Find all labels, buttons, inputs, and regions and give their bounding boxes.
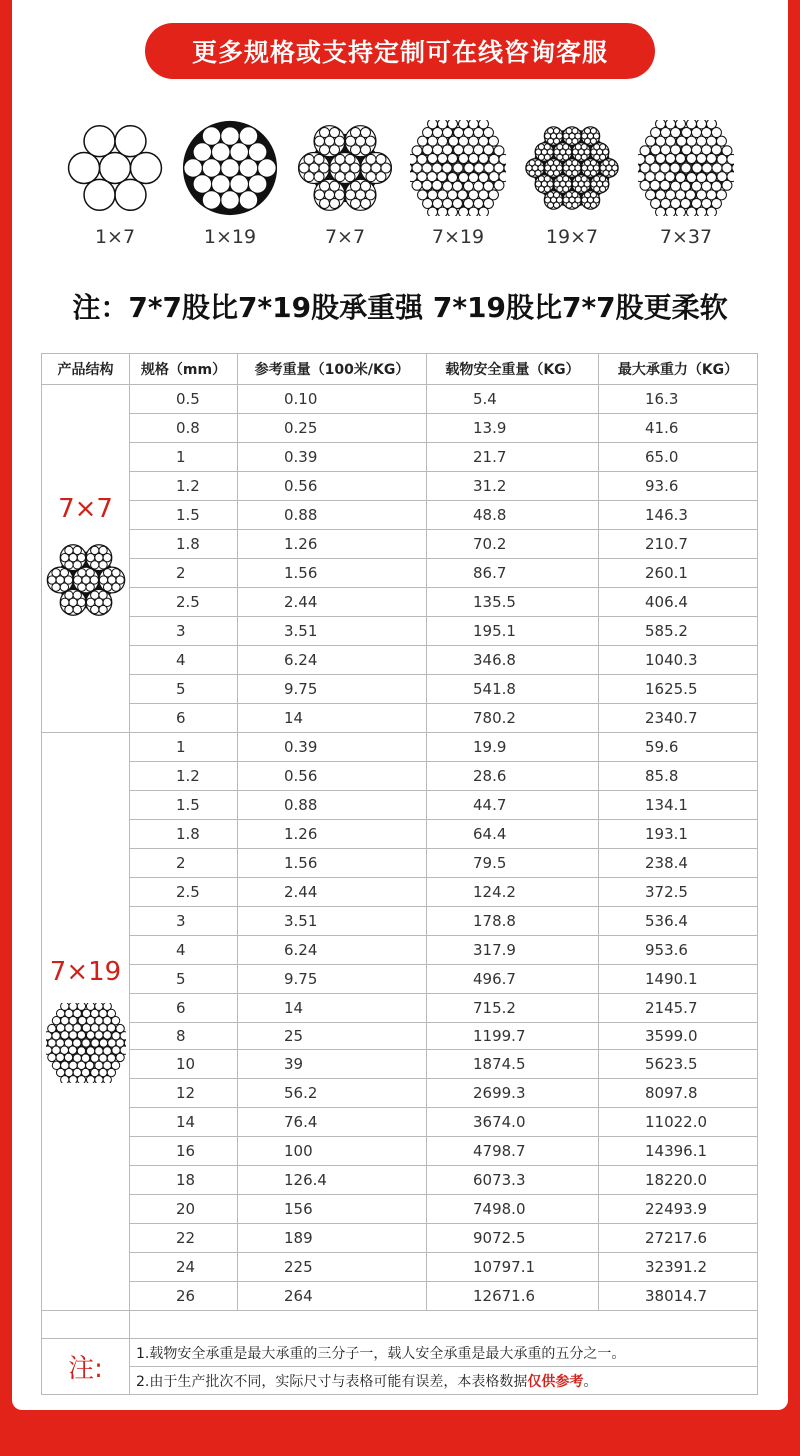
structure-group-cell — [42, 733, 130, 1311]
weight-cell: 0.10 — [238, 385, 427, 414]
max-load-cell: 3599.0 — [599, 1023, 758, 1050]
max-load-cell: 38014.7 — [599, 1282, 758, 1311]
max-load-cell: 18220.0 — [599, 1166, 758, 1195]
max-load-cell: 65.0 — [599, 443, 758, 472]
rope-7x19-icon — [403, 120, 513, 216]
spec-cell: 3 — [130, 617, 238, 646]
rope-structure-label: 1×7 — [94, 226, 136, 248]
table-row — [42, 820, 758, 849]
rope-structure-label: 7×7 — [324, 226, 366, 248]
spec-cell: 1.5 — [130, 501, 238, 530]
spec-cell: 4 — [130, 646, 238, 675]
weight-cell: 0.88 — [238, 501, 427, 530]
table-row — [42, 501, 758, 530]
safe-load-cell: 5.4 — [427, 385, 599, 414]
spec-cell: 10 — [130, 1050, 238, 1079]
max-load-cell: 193.1 — [599, 820, 758, 849]
safe-load-cell: 12671.6 — [427, 1282, 599, 1311]
weight-cell: 100 — [238, 1137, 427, 1166]
safe-load-cell: 48.8 — [427, 501, 599, 530]
spec-cell: 3 — [130, 907, 238, 936]
table-row — [42, 994, 758, 1023]
spec-cell: 20 — [130, 1195, 238, 1224]
rope-structure-item — [631, 120, 741, 248]
note-body: 2.由于生产批次不同，实际尺寸与表格可能有误差，本表格数据 — [136, 1373, 528, 1390]
safe-load-cell: 31.2 — [427, 472, 599, 501]
table-row — [42, 1079, 758, 1108]
safe-load-cell: 1199.7 — [427, 1023, 599, 1050]
spec-cell: 26 — [130, 1282, 238, 1311]
table-row — [42, 414, 758, 443]
safe-load-cell: 178.8 — [427, 907, 599, 936]
table-row — [42, 936, 758, 965]
max-load-cell: 953.6 — [599, 936, 758, 965]
max-load-cell: 536.4 — [599, 907, 758, 936]
table-row — [42, 646, 758, 675]
max-load-cell: 5623.5 — [599, 1050, 758, 1079]
rope-1x7-icon — [60, 120, 170, 216]
spec-cell: 2.5 — [130, 588, 238, 617]
header-weight: 参考重量（100米/KG） — [238, 354, 427, 385]
max-load-cell: 41.6 — [599, 414, 758, 443]
max-load-cell: 16.3 — [599, 385, 758, 414]
max-load-cell: 11022.0 — [599, 1108, 758, 1137]
rope-19x7-icon — [517, 120, 627, 216]
weight-cell: 3.51 — [238, 617, 427, 646]
max-load-cell: 27217.6 — [599, 1224, 758, 1253]
table-row — [42, 617, 758, 646]
rope-7x37-icon — [631, 120, 741, 216]
spec-cell: 1.8 — [130, 820, 238, 849]
rope-structure-label: 1×19 — [203, 226, 257, 248]
max-load-cell: 2145.7 — [599, 994, 758, 1023]
weight-cell: 2.44 — [238, 588, 427, 617]
rope-1x19-icon — [175, 120, 285, 216]
spacer-cell — [42, 1311, 130, 1339]
rope-structure-item — [175, 120, 285, 248]
table-row — [42, 443, 758, 472]
spacer-cell — [130, 1311, 758, 1339]
max-load-cell: 146.3 — [599, 501, 758, 530]
safe-load-cell: 86.7 — [427, 559, 599, 588]
rope-structure-label: 19×7 — [545, 226, 599, 248]
spec-cell: 18 — [130, 1166, 238, 1195]
weight-cell: 189 — [238, 1224, 427, 1253]
note-end: 。 — [583, 1373, 598, 1390]
table-row — [42, 849, 758, 878]
weight-cell: 2.44 — [238, 878, 427, 907]
notes-row — [42, 1339, 758, 1367]
safe-load-cell: 64.4 — [427, 820, 599, 849]
spec-cell: 5 — [130, 965, 238, 994]
spec-cell: 8 — [130, 1023, 238, 1050]
max-load-cell: 260.1 — [599, 559, 758, 588]
spec-cell: 12 — [130, 1079, 238, 1108]
max-load-cell: 32391.2 — [599, 1253, 758, 1282]
max-load-cell: 59.6 — [599, 733, 758, 762]
table-row — [42, 733, 758, 762]
max-load-cell: 1625.5 — [599, 675, 758, 704]
max-load-cell: 134.1 — [599, 791, 758, 820]
weight-cell: 1.26 — [238, 820, 427, 849]
weight-cell: 0.88 — [238, 791, 427, 820]
safe-load-cell: 1874.5 — [427, 1050, 599, 1079]
rope-structure-label: 7×37 — [659, 226, 713, 248]
rope-structure-item — [403, 120, 513, 248]
table-row — [42, 1137, 758, 1166]
table-row — [42, 965, 758, 994]
header-safe-load: 载物安全重量（KG） — [427, 354, 599, 385]
safe-load-cell: 70.2 — [427, 530, 599, 559]
weight-cell: 0.25 — [238, 414, 427, 443]
spec-cell: 6 — [130, 994, 238, 1023]
weight-cell: 6.24 — [238, 936, 427, 965]
structure-group-title: 7×7 — [58, 493, 113, 524]
safe-load-cell: 7498.0 — [427, 1195, 599, 1224]
spec-cell: 2.5 — [130, 878, 238, 907]
rope-7x7-icon — [290, 120, 400, 216]
weight-cell: 1.26 — [238, 530, 427, 559]
weight-cell: 56.2 — [238, 1079, 427, 1108]
safe-load-cell: 715.2 — [427, 994, 599, 1023]
note-body: 1.载物安全承重是最大承重的三分子一，载人安全承重是最大承重的五分之一。 — [136, 1345, 626, 1362]
max-load-cell: 585.2 — [599, 617, 758, 646]
table-spacer-row — [42, 1311, 758, 1339]
weight-cell: 6.24 — [238, 646, 427, 675]
note-text — [130, 1339, 758, 1367]
table-row — [42, 559, 758, 588]
table-row — [42, 907, 758, 936]
table-row — [42, 704, 758, 733]
spec-cell: 14 — [130, 1108, 238, 1137]
spec-table — [41, 353, 758, 1395]
weight-cell: 3.51 — [238, 907, 427, 936]
rope-structure-item — [517, 120, 627, 248]
safe-load-cell: 21.7 — [427, 443, 599, 472]
structure-group-cell — [42, 385, 130, 733]
safe-load-cell: 346.8 — [427, 646, 599, 675]
spec-cell: 5 — [130, 675, 238, 704]
safe-load-cell: 10797.1 — [427, 1253, 599, 1282]
max-load-cell: 1490.1 — [599, 965, 758, 994]
weight-cell: 39 — [238, 1050, 427, 1079]
spec-cell: 0.5 — [130, 385, 238, 414]
spec-cell: 22 — [130, 1224, 238, 1253]
table-row — [42, 878, 758, 907]
table-row — [42, 472, 758, 501]
table-row — [42, 1166, 758, 1195]
weight-cell: 156 — [238, 1195, 427, 1224]
table-row — [42, 1195, 758, 1224]
rope-7x7-icon — [42, 540, 129, 624]
spec-cell: 16 — [130, 1137, 238, 1166]
max-load-cell: 238.4 — [599, 849, 758, 878]
weight-cell: 76.4 — [238, 1108, 427, 1137]
weight-cell: 225 — [238, 1253, 427, 1282]
customization-banner: 更多规格或支持定制可在线咨询客服 — [145, 23, 655, 79]
safe-load-cell: 13.9 — [427, 414, 599, 443]
safe-load-cell: 19.9 — [427, 733, 599, 762]
weight-cell: 0.39 — [238, 733, 427, 762]
spec-cell: 1.2 — [130, 762, 238, 791]
spec-cell: 24 — [130, 1253, 238, 1282]
weight-cell: 9.75 — [238, 965, 427, 994]
weight-cell: 0.56 — [238, 472, 427, 501]
weight-cell: 25 — [238, 1023, 427, 1050]
rope-structure-label: 7×19 — [431, 226, 485, 248]
max-load-cell: 372.5 — [599, 878, 758, 907]
safe-load-cell: 9072.5 — [427, 1224, 599, 1253]
max-load-cell: 2340.7 — [599, 704, 758, 733]
spec-cell: 1.8 — [130, 530, 238, 559]
structure-group-title: 7×19 — [49, 956, 122, 987]
spec-cell: 2 — [130, 559, 238, 588]
rope-structure-item — [290, 120, 400, 248]
safe-load-cell: 2699.3 — [427, 1079, 599, 1108]
table-row — [42, 1023, 758, 1050]
max-load-cell: 22493.9 — [599, 1195, 758, 1224]
spec-cell: 1 — [130, 733, 238, 762]
header-spec: 规格（mm） — [130, 354, 238, 385]
table-row — [42, 588, 758, 617]
notes-label: 注: — [42, 1339, 130, 1395]
max-load-cell: 1040.3 — [599, 646, 758, 675]
weight-cell: 14 — [238, 994, 427, 1023]
weight-cell: 1.56 — [238, 559, 427, 588]
table-row — [42, 1108, 758, 1137]
header-max-load: 最大承重力（KG） — [599, 354, 758, 385]
weight-cell: 1.56 — [238, 849, 427, 878]
notes-row — [42, 1367, 758, 1395]
table-row — [42, 791, 758, 820]
spec-cell: 1 — [130, 443, 238, 472]
safe-load-cell: 3674.0 — [427, 1108, 599, 1137]
comparison-note: 注：7*7股比7*19股承重强 7*19股比7*7股更柔软 — [72, 291, 728, 324]
weight-cell: 0.39 — [238, 443, 427, 472]
spec-cell: 4 — [130, 936, 238, 965]
weight-cell: 9.75 — [238, 675, 427, 704]
weight-cell: 0.56 — [238, 762, 427, 791]
table-row — [42, 1253, 758, 1282]
safe-load-cell: 4798.7 — [427, 1137, 599, 1166]
table-row — [42, 675, 758, 704]
max-load-cell: 210.7 — [599, 530, 758, 559]
max-load-cell: 8097.8 — [599, 1079, 758, 1108]
spec-cell: 6 — [130, 704, 238, 733]
rope-structure-item — [60, 120, 170, 248]
safe-load-cell: 780.2 — [427, 704, 599, 733]
spec-cell: 0.8 — [130, 414, 238, 443]
safe-load-cell: 135.5 — [427, 588, 599, 617]
max-load-cell: 85.8 — [599, 762, 758, 791]
safe-load-cell: 28.6 — [427, 762, 599, 791]
max-load-cell: 93.6 — [599, 472, 758, 501]
weight-cell: 14 — [238, 704, 427, 733]
weight-cell: 264 — [238, 1282, 427, 1311]
safe-load-cell: 541.8 — [427, 675, 599, 704]
header-structure: 产品结构 — [42, 354, 130, 385]
safe-load-cell: 44.7 — [427, 791, 599, 820]
table-row — [42, 530, 758, 559]
table-header-row — [42, 354, 758, 385]
note-highlight: 仅供参考 — [527, 1373, 584, 1390]
safe-load-cell: 195.1 — [427, 617, 599, 646]
safe-load-cell: 6073.3 — [427, 1166, 599, 1195]
max-load-cell: 406.4 — [599, 588, 758, 617]
table-row — [42, 762, 758, 791]
table-row — [42, 1224, 758, 1253]
table-row — [42, 1282, 758, 1311]
rope-7x19-icon — [42, 1003, 129, 1087]
safe-load-cell: 124.2 — [427, 878, 599, 907]
safe-load-cell: 79.5 — [427, 849, 599, 878]
max-load-cell: 14396.1 — [599, 1137, 758, 1166]
table-row — [42, 385, 758, 414]
safe-load-cell: 317.9 — [427, 936, 599, 965]
note-text — [130, 1367, 758, 1395]
table-row — [42, 1050, 758, 1079]
spec-cell: 1.2 — [130, 472, 238, 501]
safe-load-cell: 496.7 — [427, 965, 599, 994]
spec-cell: 1.5 — [130, 791, 238, 820]
spec-cell: 2 — [130, 849, 238, 878]
weight-cell: 126.4 — [238, 1166, 427, 1195]
